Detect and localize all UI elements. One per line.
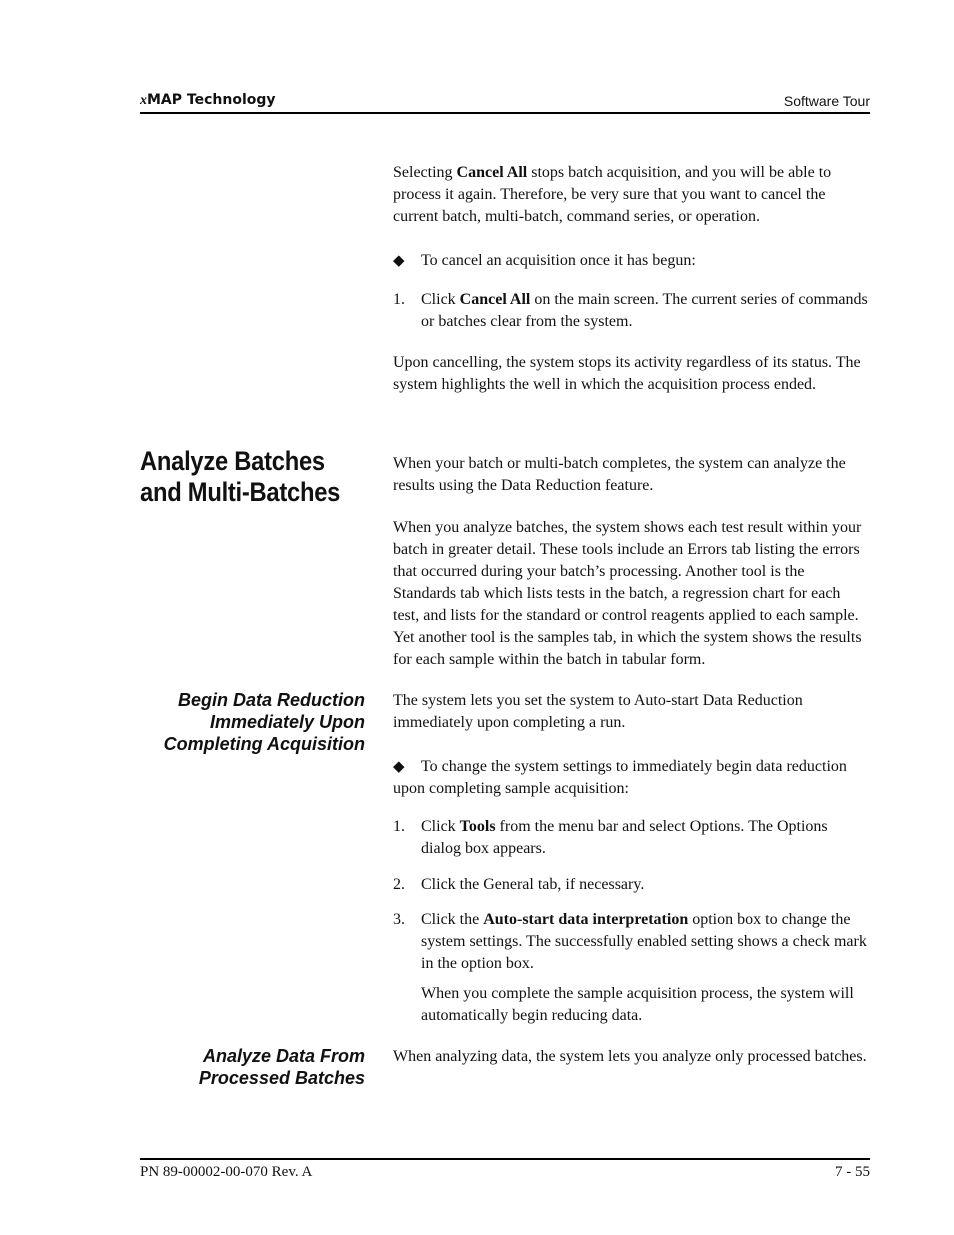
analyze-paragraph-2: When you analyze batches, the system shows each test result within your batch in greater detail. These tools include an Errors tab listing the errors that occurred during your batch’s processing. Another tool is the Standards tab which lists tests in the batch, a regression chart for each test, and lists for the standard or control reagents applied to each sample. Yet another tool is the samples tab, in which the system shows the results for each sample within the batch in tabular form.: [393, 519, 862, 668]
intro-paragraph-2: Upon cancelling, the system stops its activity regardless of its status. The system highlights the well in which the acquisition process ended.: [393, 354, 861, 393]
begin-step-2: 2. Click the General tab, if necessary.: [393, 876, 645, 893]
intro-step-1: 1. Click Cancel All on the main screen. The current series of commands or batches clear from the system.: [393, 291, 868, 330]
subheading-begin-data-reduction: Begin Data Reduction Immediately Upon Completing Acquisition: [163, 690, 365, 754]
page-header: [140, 90, 870, 114]
begin-step-3-note: When you complete the sample acquisition process, the system will automatically begin reducing data.: [421, 985, 854, 1024]
header-section: Software Tour: [783, 93, 870, 109]
diamond-bullet-icon: ◆: [393, 251, 405, 269]
analyze-paragraph-1: When your batch or multi-batch completes, the system can analyze the results using the Data Reduction feature.: [393, 455, 846, 494]
section-heading-analyze: Analyze Batches and Multi-Batches: [140, 446, 341, 507]
subheading-analyze-processed: Analyze Data From Processed Batches: [198, 1046, 365, 1088]
processed-paragraph-1: When analyzing data, the system lets you analyze only processed batches.: [393, 1048, 867, 1065]
begin-paragraph-1: The system lets you set the system to Auto-start Data Reduction immediately upon completing a run.: [393, 692, 803, 731]
footer-page-number: 7 - 55: [835, 1164, 870, 1180]
begin-step-3: 3. Click the Auto-start data interpretation option box to change the system settings. The successfully enabled setting shows a check mark in the option box. When you complete the sample acquisition process, the system will automatically begin reducing data.: [393, 909, 869, 1027]
diamond-bullet-icon: ◆: [393, 757, 405, 775]
header-brand: xMAP Technology: [140, 92, 276, 108]
footer-part-number: PN 89-00002-00-070 Rev. A: [140, 1164, 313, 1180]
intro-bullet: ◆ To cancel an acquisition once it has begun:: [393, 251, 696, 269]
intro-paragraph-1: Selecting Cancel All stops batch acquisition, and you will be able to process it again. Therefore, be very sure that you want to cancel the current batch, multi-batch, command series, or operation.: [393, 164, 832, 225]
begin-step-1: 1. Click Tools from the menu bar and select Options. The Options dialog box appears.: [393, 818, 828, 857]
page-footer: [140, 1158, 870, 1180]
begin-bullet: ◆ To change the system settings to immediately begin data reduction upon completing sample acquisition:: [393, 757, 847, 797]
